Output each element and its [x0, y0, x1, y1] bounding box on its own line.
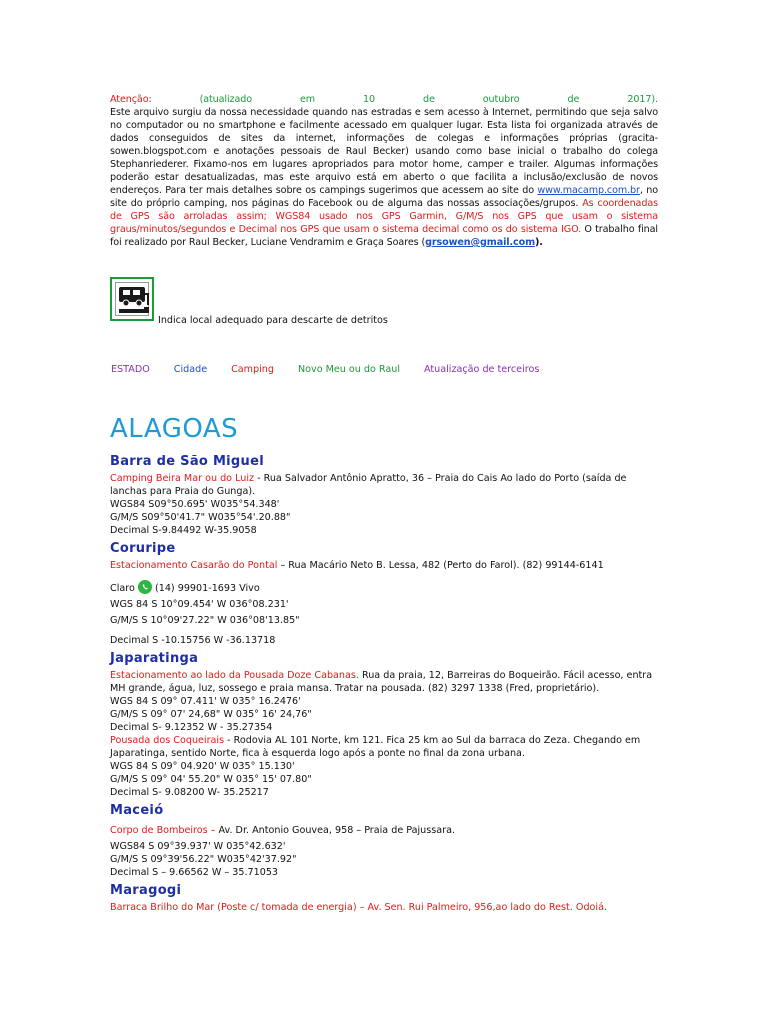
campsite-entry: Pousada dos Coqueirais - Rodovia AL 101 Norte, km 121. Fica 25 km ao Sul da barraca do Zeza. Chegando em Japaratinga, sentido Norte, fica à esquerda logo após a ponte no final da zona urbana. — [110, 735, 641, 759]
attention-label: Atenção: — [110, 94, 152, 105]
dump-station-icon — [110, 277, 154, 321]
legend-terceiros: Atualização de terceiros — [424, 364, 540, 375]
coord-gms: G/M/S S 09° 07' 24,68" W 035° 16' 24,76" — [110, 709, 312, 720]
legend-cidade: Cidade — [173, 364, 208, 375]
intro-body: Este arquivo surgiu da nossa necessidade quando nas estradas e sem acesso à Internet, permitindo que seja salvo no computador ou no smartphone e facilmente acessado em qualquer lugar. Esta lista foi organizada através de dados conseguidos de sites da internet, informações de colegas e informações próprias (gracita-sowen.blogspot.com e anotações pessoais de Raul Becker) usando como base inicial o trabalho do colega Stephanriederer. Fixamo-nos em lugares apropriados para motor home, camper e trailer. Algumas informações poderão estar desatualizadas, mas este arquivo está em aberto o que facilita a inclusão/exclusão de novos endereços. Para ter mais detalhes sobre os campings sugerimos que acessem ao site do — [110, 107, 658, 196]
campsite-entry: Camping Beira Mar ou do Luiz - Rua Salvador Antônio Apratto, 36 – Praia do Cais Ao lado do Porto (saída de lanchas para Praia do Gunga). — [110, 473, 627, 497]
coord-wgs84: WGS84 S09°50.695' W035°54.348' — [110, 499, 280, 510]
phone-line: Claro (14) 99901-1693 Vivo — [110, 580, 655, 595]
campsite-name: Camping Beira Mar ou do Luiz — [110, 473, 255, 484]
gps-note: As coordenadas de GPS são arroladas assim; WGS84 usado nos GPS Garmin, G/M/S nos GPS que usam o sistema graus/minutos/segundos e Decimal nos GPS que usam o sistema decimal como os do sistema IGO. — [110, 198, 658, 235]
campsite-name: Estacionamento ao lado da Pousada Doze Cabanas. — [110, 670, 359, 681]
coord-gms: G/M/S S 10°09'27.22" W 036°08'13.85" — [110, 615, 300, 626]
intro-paragraph: Atenção: (atualizado em 10 de outubro de 2017). Este arquivo surgiu da nossa necessidade quando nas estradas e sem acesso à Internet, permitindo que seja salvo no computador ou no smartphone e facilmente acessado em qualquer lugar. Esta lista foi organizada através de dados conseguidos de sites da internet, informações de colegas e informações próprias (gracita-sowen.blogspot.com e anotações pessoais de Raul Becker) usando como base inicial o trabalho do colega Stephanriederer. Fixamo-nos em lugares apropriados para motor home, camper e trailer. Algumas informações poderão estar desatualizadas, mas este arquivo está em aberto o que facilita a inclusão/exclusão de novos endereços. Para ter mais detalhes sobre os campings sugerimos que acessem ao site do www.macamp.com.br, no site do próprio camping, nos páginas do Facebook ou de alguma das nossas associações/grupos. As coordenadas de GPS são arroladas assim; WGS84 usado nos GPS Garmin, G/M/S nos GPS que usam o sistema graus/minutos/segundos e Decimal nos GPS que usam o sistema decimal como os do sistema IGO. O trabalho final foi realizado por Raul Becker, Luciane Vendramim e Graça Soares (grsowen@gmail.com). — [110, 94, 658, 248]
coord-wgs84: WGS 84 S 09° 07.411' W 035° 16.2476' — [110, 696, 301, 707]
email-link[interactable]: grsowen@gmail.com — [425, 237, 535, 248]
coord-decimal: Decimal S- 9.08200 W- 35.25217 — [110, 787, 269, 798]
campsite-name: Estacionamento Casarão do Pontal — [110, 560, 278, 571]
coord-gms: G/M/S S 09°39'56.22" W035°42'37.92" — [110, 854, 297, 865]
campsite-name: Corpo de Bombeiros – — [110, 825, 216, 836]
color-legend — [111, 364, 563, 375]
legend-novo: Novo Meu ou do Raul — [297, 364, 401, 375]
coord-decimal: Decimal S -10.15756 W -36.13718 — [110, 635, 276, 646]
coord-decimal: Decimal S-9.84492 W-35.9058 — [110, 525, 257, 536]
campsite-name: Pousada dos Coqueirais — [110, 735, 225, 746]
coord-decimal: Decimal S- 9.12352 W - 35.27354 — [110, 722, 273, 733]
campsite-list — [110, 450, 655, 914]
coord-decimal: Decimal S – 9.66562 W – 35.71053 — [110, 867, 279, 878]
intro-body-2: , no site do próprio camping, nos páginas do Facebook ou de alguma das nossas associações/grupos. — [110, 185, 658, 209]
credits: O trabalho final foi realizado por Raul Becker, Luciane Vendramim e Graça Soares ( — [110, 224, 658, 248]
coord-gms: G/M/S S 09° 04' 55.20" W 035° 15' 07.80" — [110, 774, 312, 785]
coord-gms: G/M/S S09°50'41.7" W035°54'.20.88" — [110, 512, 291, 523]
update-notice: Atenção: (atualizado em 10 de outubro de 2017). — [110, 94, 658, 105]
legend-camping: Camping — [231, 364, 274, 375]
city-heading: Barra de São Miguel — [110, 454, 264, 469]
city-heading: Japaratinga — [110, 651, 199, 666]
city-heading: Maceió — [110, 803, 164, 818]
campsite-entry: Estacionamento ao lado da Pousada Doze Cabanas. Rua da praia, 12, Barreiras do Boqueirão. Fácil acesso, entra MH grande, água, luz, sossego e praia mansa. Tratar na pousada. (82) 3297 1338 (Fred, proprietário). — [110, 670, 653, 694]
city-heading: Coruripe — [110, 541, 176, 556]
coord-wgs84: WGS 84 S 09° 04.920' W 035° 15.130' — [110, 761, 295, 772]
campsite-entry: Estacionamento Casarão do Pontal – Rua Macário Neto B. Lessa, 482 (Perto do Farol). (82) 99144-6141 — [110, 560, 604, 571]
legend-text: Indica local adequado para descarte de detritos — [158, 315, 388, 326]
coord-wgs84: WGS84 S 09°39.937' W 035°42.632' — [110, 841, 286, 852]
macamp-link[interactable]: www.macamp.com.br — [537, 185, 640, 196]
coord-wgs84: WGS 84 S 10°09.454' W 036°08.231' — [110, 599, 289, 610]
city-heading: Maragogi — [110, 883, 182, 898]
state-heading: ALAGOAS — [110, 414, 239, 444]
legend-estado: ESTADO — [111, 364, 150, 375]
campsite-entry: Barraca Brilho do Mar (Poste c/ tomada de energia) – Av. Sen. Rui Palmeiro, 956,ao lado do Rest. Odoiá. — [110, 902, 608, 913]
whatsapp-icon — [138, 580, 152, 594]
campsite-entry: Corpo de Bombeiros – Av. Dr. Antonio Gouvea, 958 – Praia de Pajussara. — [110, 825, 455, 836]
